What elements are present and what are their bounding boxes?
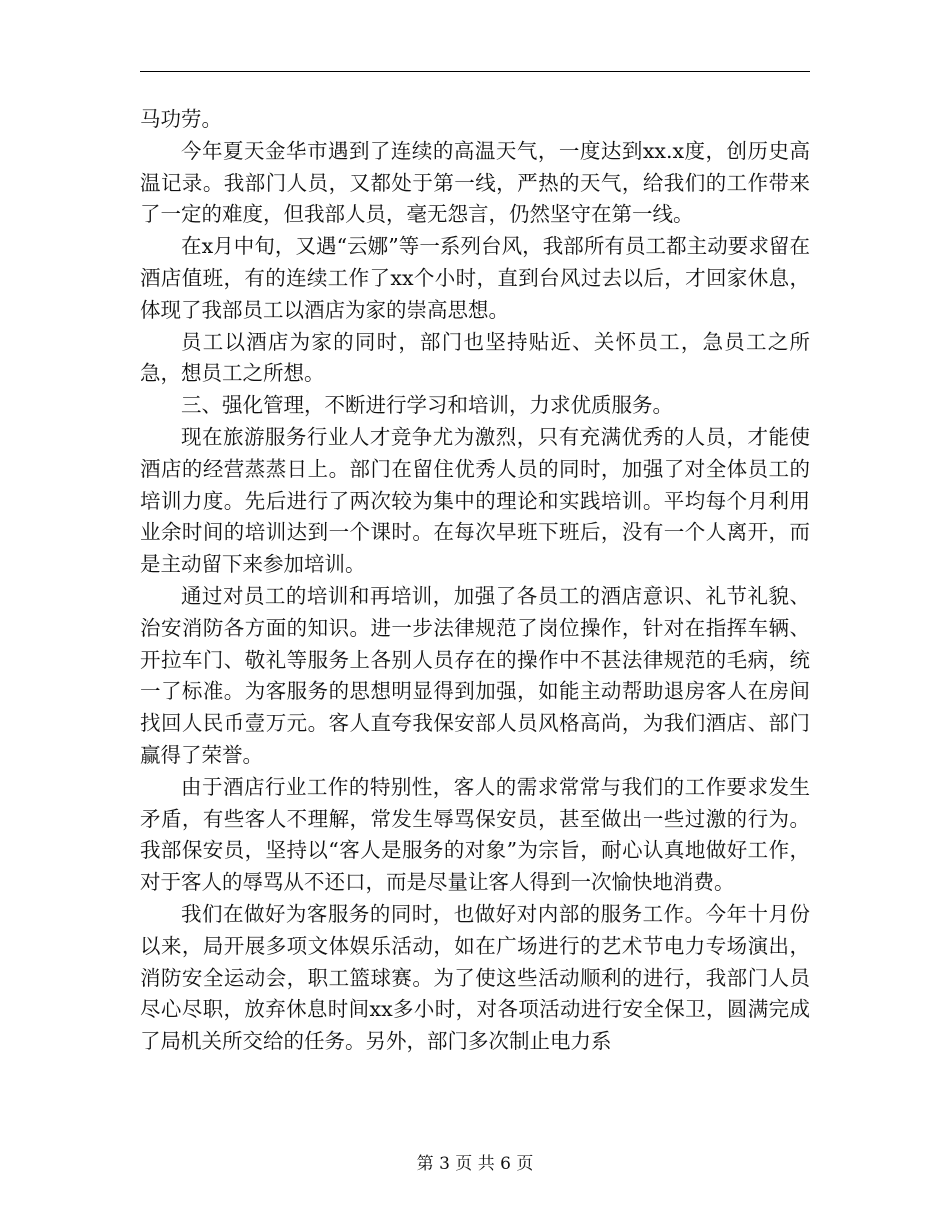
page-footer: 第 3 页 共 6 页 [416, 1154, 534, 1174]
paragraph-4: 员工以酒店为家的同时，部门也坚持贴近、关怀员工，急员工之所急，想员工之所想。 [140, 329, 810, 386]
paragraph-1: 马功劳。 [140, 107, 222, 131]
paragraph-8: 我们在做好为客服务的同时，也做好对内部的服务工作。今年十月份以来，局开展多项文体娱乐活动，如在广场进行的艺术节电力专场演出，消防安全运动会，职工篮球赛。为了使这些活动顺利的进行，我部门人员尽心尽职，放弃休息时间xx多小时，对各项活动进行安全保卫，圆满完成了局机关所交给的任务。另外，部门多次制止电力系 [140, 901, 810, 1054]
paragraph-3: 在x月中旬，又遇“云娜”等一系列台风，我部所有员工都主动要求留在酒店值班，有的连续工作了xx个小时，直到台风过去以后，才回家休息，体现了我部员工以酒店为家的崇高思想。 [140, 234, 810, 322]
header-rule [140, 71, 810, 72]
section-heading: 三、强化管理，不断进行学习和培训，力求优质服务。 [181, 393, 673, 418]
paragraph-2: 今年夏天金华市遇到了连续的高温天气，一度达到xx.x度，创历史高温记录。我部门人员，又都处于第一线，严热的天气，给我们的工作带来了一定的难度，但我部人员，毫无怨言，仍然坚守在第一线。 [140, 138, 810, 227]
paragraph-6: 通过对员工的培训和再培训，加强了各员工的酒店意识、礼节礼貌、治安消防各方面的知识。进一步法律规范了岗位操作，针对在指挥车辆、开拉车门、敬礼等服务上各别人员存在的操作中不甚法律规范的毛病，统一了标准。为客服务的思想明显得到加强，如能主动帮助退房客人在房间找回人民币壹万元。客人直夸我保安部人员风格高尚，为我们酒店、部门赢得了荣誉。 [140, 583, 810, 767]
paragraph-7: 由于酒店行业工作的特别性，客人的需求常常与我们的工作要求发生矛盾，有些客人不理解，常发生辱骂保安员，甚至做出一些过激的行为。我部保安员，坚持以“客人是服务的对象”为宗旨，耐心认真地做好工作，对于客人的辱骂从不还口，而是尽量让客人得到一次愉快地消费。 [140, 774, 810, 895]
document-body [140, 104, 810, 1058]
paragraph-5: 现在旅游服务行业人才竞争尤为激烈，只有充满优秀的人员，才能使酒店的经营蒸蒸日上。部门在留住优秀人员的同时，加强了对全体员工的培训力度。先后进行了两次较为集中的理论和实践培训。平均每个月利用业余时间的培训达到一个课时。在每次早班下班后，没有一个人离开，而是主动留下来参加培训。 [140, 424, 810, 577]
